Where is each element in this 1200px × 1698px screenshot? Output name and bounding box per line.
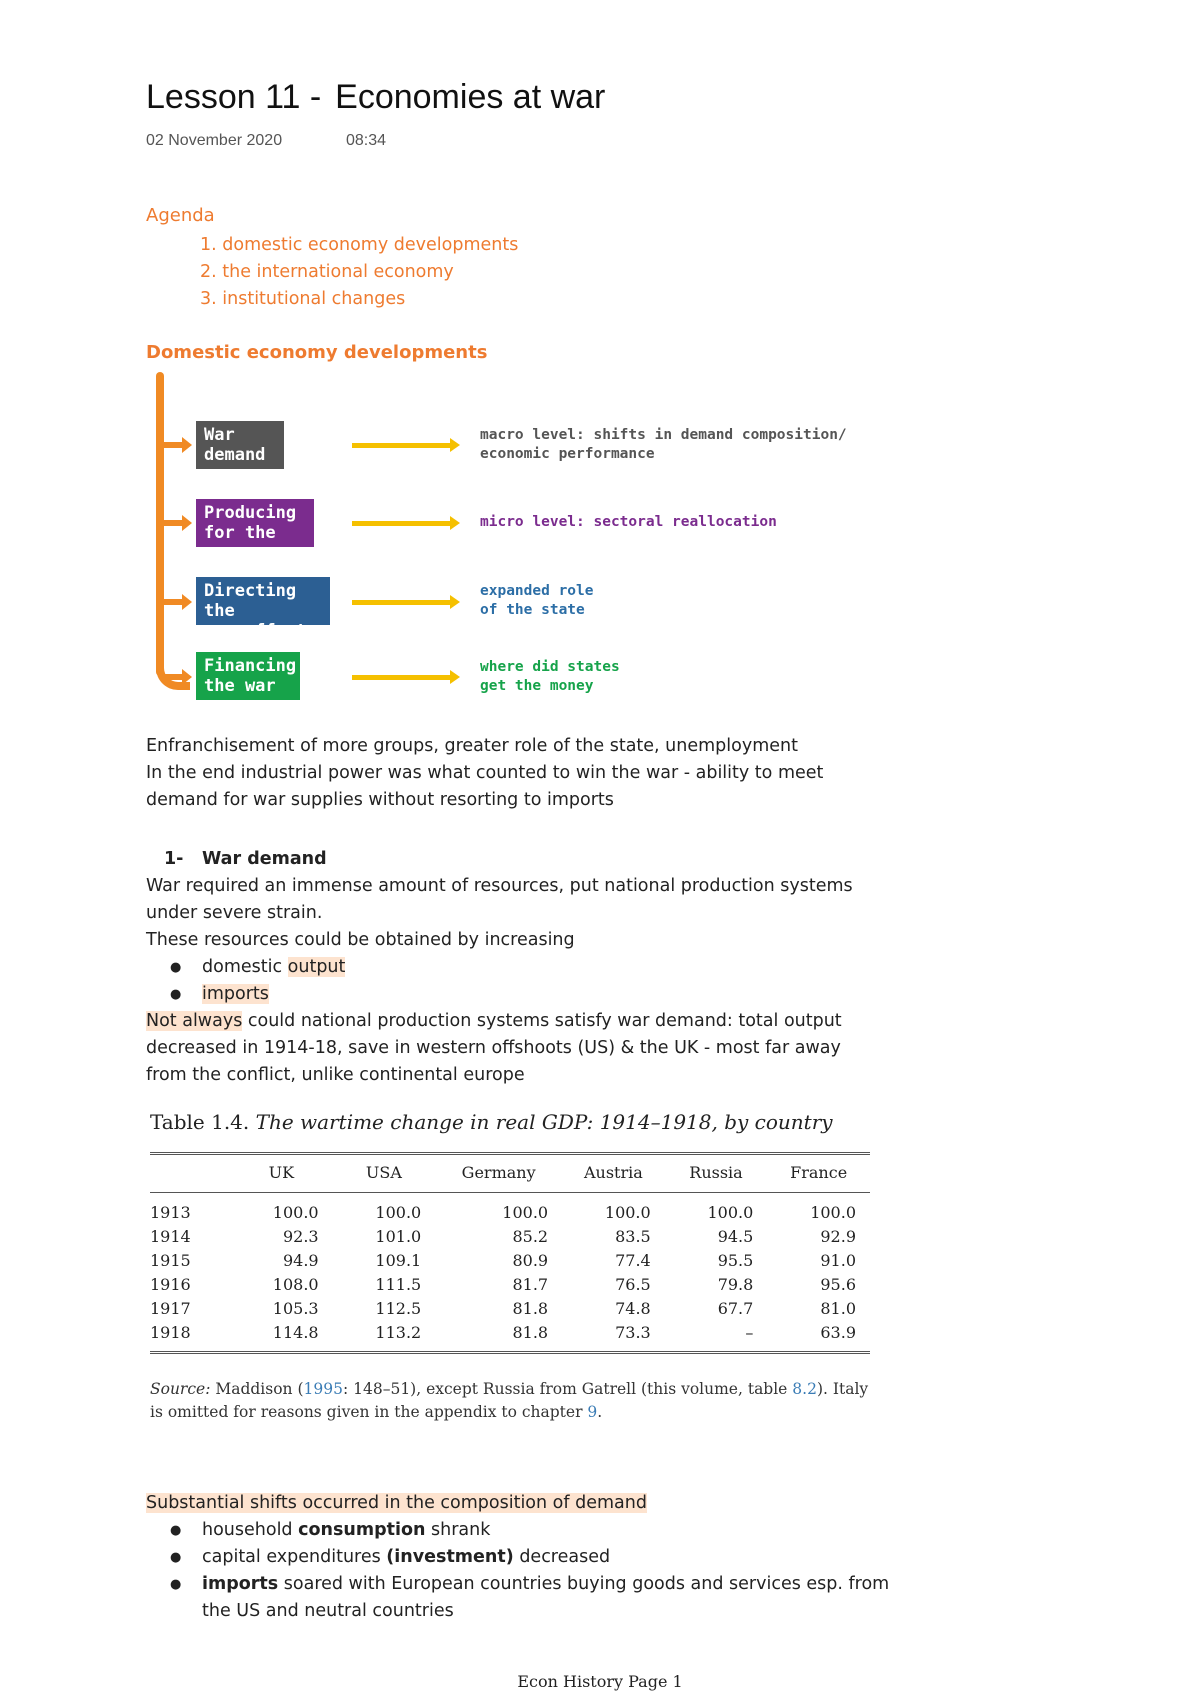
gdp-value-cell: 83.5 xyxy=(615,1226,651,1246)
text-line xyxy=(146,1008,853,1035)
label-text: expanded role of the state xyxy=(480,583,594,618)
gdp-value-cell: 63.9 xyxy=(767,1320,870,1353)
box-text: War demand xyxy=(204,425,266,465)
text-line: These resources could be obtained by increasing xyxy=(146,930,575,950)
table-row xyxy=(150,1320,870,1353)
diagram-box-directing xyxy=(196,577,330,641)
section-heading: Domestic economy developments xyxy=(146,342,488,363)
bold-text: consumption xyxy=(298,1520,426,1540)
list-item xyxy=(146,1517,889,1544)
title-lesson: Lesson 11 - xyxy=(146,78,322,116)
list-item xyxy=(146,1544,889,1571)
text-line: War required an immense amount of resources, put national production systems xyxy=(146,876,853,896)
column-header: France xyxy=(767,1154,870,1193)
text-span: decreased xyxy=(513,1547,611,1567)
gdp-value-cell: 76.5 xyxy=(615,1274,651,1294)
table-header-row xyxy=(150,1154,870,1193)
gdp-value-cell: 81.7 xyxy=(512,1274,549,1294)
list-item xyxy=(146,954,853,981)
diagram-box-producing xyxy=(196,499,314,563)
gdp-value-cell: 95.6 xyxy=(820,1274,856,1294)
gdp-value-cell: 108.0 xyxy=(272,1274,319,1294)
text-span: the US and neutral countries xyxy=(202,1601,454,1621)
gdp-value-cell: 112.5 xyxy=(375,1298,422,1318)
gdp-value-cell: 85.2 xyxy=(512,1226,549,1246)
gdp-value-cell: 94.5 xyxy=(717,1226,754,1246)
gdp-value-cell: 81.8 xyxy=(435,1320,562,1353)
text-line: In the end industrial power was what counted to win the war - ability to meet xyxy=(146,763,824,783)
agenda-heading: Agenda xyxy=(146,205,215,226)
gdp-value-cell: 100.0 xyxy=(375,1202,422,1222)
table-source xyxy=(150,1378,880,1424)
text-span: domestic xyxy=(202,957,288,977)
gdp-value-cell: 91.0 xyxy=(820,1250,856,1270)
text-line: under severe strain. xyxy=(146,903,323,923)
bold-text: imports xyxy=(202,1574,279,1594)
label-text: where did states get the money xyxy=(480,659,620,694)
diagram-box-financing xyxy=(196,652,300,700)
page-title xyxy=(146,78,605,117)
reference-link[interactable]: 8.2 xyxy=(792,1380,817,1398)
gdp-value-cell: 100.0 xyxy=(810,1202,856,1222)
gdp-value-cell: 113.2 xyxy=(333,1320,436,1353)
gdp-value-cell: 77.4 xyxy=(615,1250,651,1270)
text-span: shrank xyxy=(425,1520,491,1540)
page-footer: Econ History Page 1 xyxy=(517,1672,683,1691)
heading-text: War demand xyxy=(202,849,327,869)
text-line: decreased in 1914-18, save in western offshoots (US) & the UK - most far away xyxy=(146,1038,841,1058)
diagram-label-micro xyxy=(480,513,777,532)
agenda-item: 3. institutional changes xyxy=(200,289,406,309)
diagram-label-state xyxy=(480,582,594,620)
diagram-box-war-demand xyxy=(196,421,284,469)
note-date: 02 November 2020 xyxy=(146,132,283,149)
year-cell: 1917 xyxy=(150,1298,191,1318)
gdp-value-cell: 100.0 xyxy=(604,1202,651,1222)
branch-arrow xyxy=(160,674,184,680)
table-row xyxy=(150,1296,870,1320)
gdp-value-cell: 111.5 xyxy=(375,1274,422,1294)
intro-paragraph xyxy=(146,733,823,814)
note-time: 08:34 xyxy=(346,132,387,149)
column-header: Austria xyxy=(562,1154,665,1193)
caption-prefix: Table 1.4. xyxy=(150,1110,250,1134)
title-topic: Economies at war xyxy=(335,78,606,116)
yellow-arrow xyxy=(352,521,452,526)
year-cell: 1916 xyxy=(150,1274,191,1294)
label-text: macro level: shifts in demand composition/ economic performance xyxy=(480,427,847,462)
text-span: soared with European countries buying goods and services esp. from xyxy=(278,1574,890,1594)
gdp-value-cell: 100.0 xyxy=(707,1202,754,1222)
gdp-value-cell: 101.0 xyxy=(375,1226,422,1246)
text-span: could national production systems satisfy war demand: total output xyxy=(242,1011,842,1031)
table-row xyxy=(150,1272,870,1296)
text-line: from the conflict, unlike continental europe xyxy=(146,1065,525,1085)
heading-number: 1- xyxy=(164,849,184,869)
gdp-value-cell: 95.5 xyxy=(717,1250,754,1270)
agenda-item: 2. the international economy xyxy=(200,262,454,282)
yellow-arrow xyxy=(352,675,452,680)
diagram-label-macro xyxy=(480,426,847,464)
text-span: : 148–51), except Russia from Gatrell (this volume, table xyxy=(342,1380,793,1398)
gdp-value-cell: 80.9 xyxy=(512,1250,549,1270)
table-row xyxy=(150,1193,870,1225)
bold-text: (investment) xyxy=(386,1547,514,1567)
table-row xyxy=(150,1248,870,1272)
gdp-value-cell: 105.3 xyxy=(272,1298,319,1318)
agenda-item: 1. domestic economy developments xyxy=(200,235,519,255)
box-text: Producing for the war xyxy=(204,503,297,563)
text-line xyxy=(150,1401,880,1424)
list-item xyxy=(146,981,853,1008)
gdp-value-cell: 81.0 xyxy=(820,1298,856,1318)
highlighted-text: imports xyxy=(202,984,269,1004)
diagram-label-money xyxy=(480,658,620,696)
text-line xyxy=(150,1378,880,1401)
gdp-value-cell: 94.9 xyxy=(282,1250,319,1270)
column-header: Russia xyxy=(665,1154,768,1193)
gdp-value-cell: 81.8 xyxy=(512,1298,549,1318)
gdp-value-cell: – xyxy=(665,1320,768,1353)
gdp-value-cell: 109.1 xyxy=(375,1250,422,1270)
gdp-value-cell: 114.8 xyxy=(230,1320,333,1353)
year-cell: 1915 xyxy=(150,1250,191,1270)
label-text: micro level: sectoral reallocation xyxy=(480,514,777,530)
gdp-table xyxy=(150,1152,870,1354)
gdp-value-cell: 92.3 xyxy=(282,1226,319,1246)
agenda-list xyxy=(200,232,518,313)
column-header: UK xyxy=(230,1154,333,1193)
text-span: Maddison ( xyxy=(210,1380,304,1398)
gdp-value-cell: 100.0 xyxy=(272,1202,319,1222)
table-caption xyxy=(150,1110,833,1134)
highlighted-text: Substantial shifts occurred in the composition of demand xyxy=(146,1493,647,1513)
highlighted-text: Not always xyxy=(146,1011,243,1031)
caption-title: The wartime change in real GDP: 1914–1918, by country xyxy=(255,1110,833,1134)
list-item xyxy=(146,1571,889,1625)
war-demand-heading xyxy=(146,846,853,873)
source-label: Source: xyxy=(150,1380,211,1398)
reference-link[interactable]: 9 xyxy=(587,1403,598,1421)
text-line: demand for war supplies without resorting to imports xyxy=(146,790,614,810)
reference-link[interactable]: 1995 xyxy=(303,1380,343,1398)
box-text: Financing the war xyxy=(204,656,297,696)
branch-arrow xyxy=(160,442,184,448)
year-cell: 1914 xyxy=(150,1226,191,1246)
box-text: Directing the war effort xyxy=(204,581,307,641)
branch-arrow xyxy=(160,599,184,605)
gdp-value-cell: 73.3 xyxy=(562,1320,665,1353)
gdp-value-cell: 67.7 xyxy=(717,1298,754,1318)
column-header xyxy=(150,1154,230,1193)
text-span: capital expenditures xyxy=(202,1547,387,1567)
text-span: is omitted for reasons given in the appendix to chapter xyxy=(150,1403,588,1421)
demand-shift-section xyxy=(146,1490,889,1625)
text-line xyxy=(146,1490,889,1517)
gdp-value-cell: 92.9 xyxy=(820,1226,856,1246)
war-demand-section xyxy=(146,846,853,1089)
text-line: Enfranchisement of more groups, greater role of the state, unemployment xyxy=(146,736,798,756)
gdp-value-cell: 79.8 xyxy=(717,1274,754,1294)
resource-list xyxy=(146,954,853,1008)
gdp-value-cell: 100.0 xyxy=(502,1202,549,1222)
table-row xyxy=(150,1224,870,1248)
yellow-arrow xyxy=(352,600,452,605)
text-span: household xyxy=(202,1520,299,1540)
year-cell: 1913 xyxy=(150,1202,191,1222)
domestic-economy-diagram xyxy=(146,372,847,710)
yellow-arrow xyxy=(352,443,452,448)
gdp-value-cell: 74.8 xyxy=(615,1298,651,1318)
year-cell: 1918 xyxy=(150,1320,230,1353)
column-header: USA xyxy=(333,1154,436,1193)
column-header: Germany xyxy=(435,1154,562,1193)
branch-arrow xyxy=(160,520,184,526)
demand-shift-list xyxy=(146,1517,889,1625)
highlighted-text: output xyxy=(287,957,346,977)
text-span: . xyxy=(597,1403,603,1421)
text-span: ). Italy xyxy=(816,1380,869,1398)
